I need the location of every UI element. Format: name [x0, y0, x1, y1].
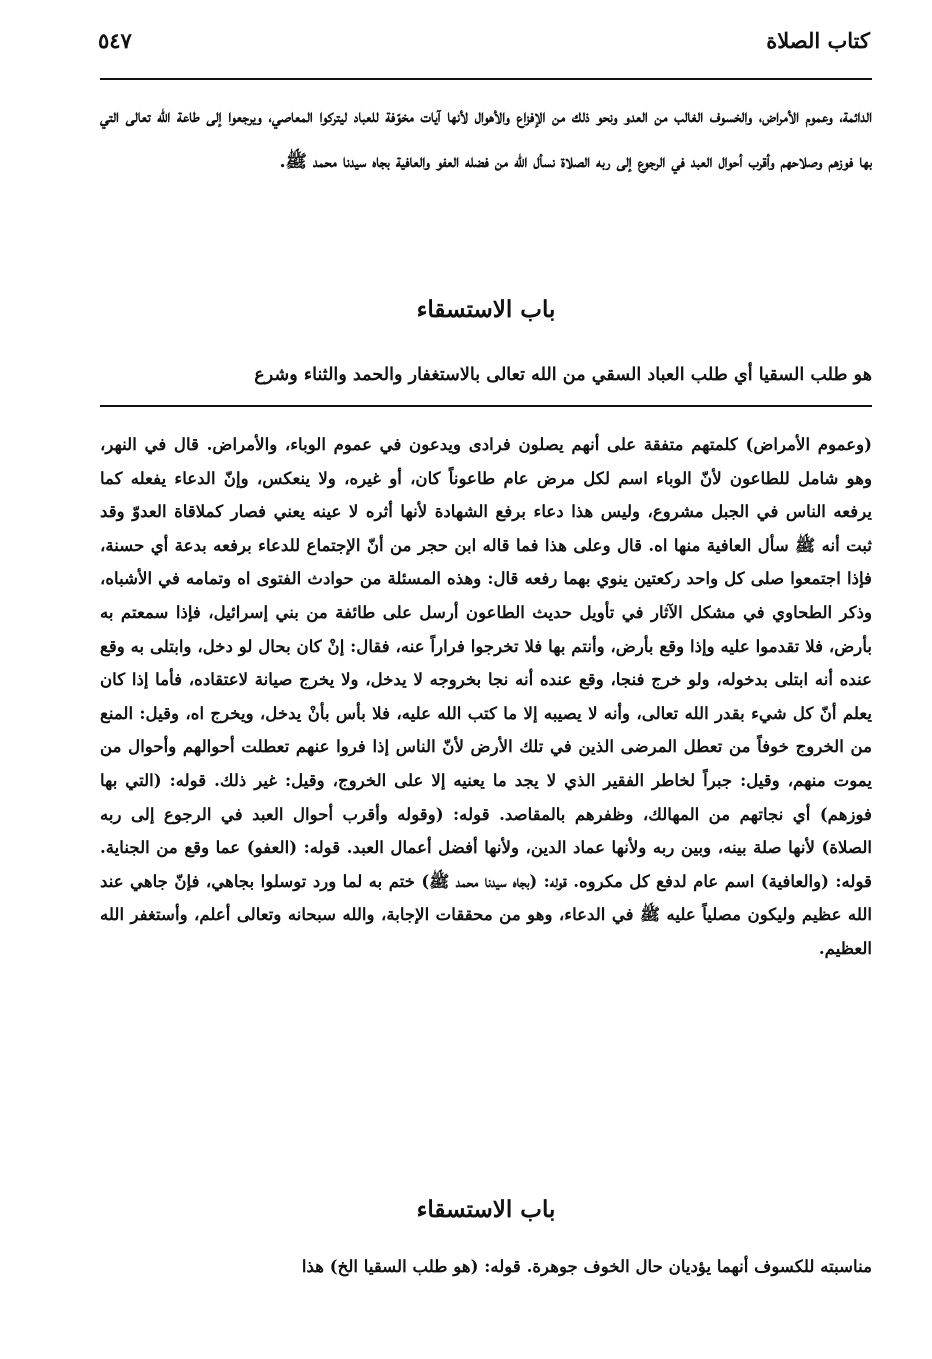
- commentary-lemma: قوله: (وقوله وأقرب أحوال العبد في الرجوع إلى ربه الصلاة): [100, 803, 872, 858]
- main-text: [100, 94, 872, 184]
- page-number: ٥٤٧: [98, 28, 132, 53]
- commentary-text: كلمتهم متفقة على أنهم يصلون فرادى ويدعون في عموم الوباء، والأمراض. قال في النهر، وهو شامل للطاعون لأنّ الوباء اسم لكل مرض عام طاعوناً كان، أو غيره، ولا ينعكس، وإنّ الدعاء يفعله كما يرفعه الناس في الجبل مشروع، وليس هذا دعاء برفع الشهادة لأنها أثره لا عينه يعني فصار كملاقاة العدوّ وقد ثبت أنه ﷺ سأل العافية منها اه. قال وعلى هذا فما قاله ابن حجر من أنّ الإجتماع للدعاء برفعه بدعة أي حسنة، فإذا اجتمعوا صلى كل واحد ركعتين ينوي بهما رفعه قال: وهذه المسئلة من حوادث الفتوى اه وتمامه في الأشباه، وذكر الطحاوي في مشكل الآثار في تأويل حديث الطاعون أرسل على طائفة من بني إسرائيل، فإذا سمعتم به بأرض، فلا تقدموا عليه وإذا وقع بأرض، وأنتم بها فلا تخرجوا فراراً عنه، فقال: إنْ كان بحال لو دخل، وابتلى به وقع عنده أنه ابتلى بدخوله، ولو خرج فنجا، وقع عنده أنه نجا بخروجه لا يدخل، ولا يخرج صيانة لاعتقاده، فأما إذا كان يعلم أنّ كل شيء بقدر الله تعالى، وأنه لا يصيبه إلا ما كتب الله عليه، فلا بأس بأنْ يدخل، ويخرج اه، وقيل: المنع من الخروج خوفاً من تعطل المرضى الذين في تلك الأرض لأنّ الناس إذا فروا عنهم تعطلت أحوالهم وأحوال من يموت منهم، وقيل: جبراً لخاطر الفقير الذي لا يجد ما يعنيه إلا على الخروج، وقيل: غير ذلك.: [100, 434, 872, 790]
- commentary-block: [100, 428, 872, 966]
- commentary-continuation: [100, 1250, 872, 1283]
- page-header: [98, 28, 870, 62]
- commentary-text: ختم به لما ورد توسلوا بجاهي، فإنّ جاهي عند الله عظيم وليكون مصلياً عليه ﷺ في الدعاء، وهو من محققات الإجابة، والله سبحانه وتعالى أعلم، وأستغفر الله العظيم.: [100, 870, 872, 958]
- definition-text: [100, 352, 872, 397]
- continuation-tail: هذا: [301, 1256, 330, 1276]
- continuation-lemma: قوله: (هو طلب السقيا الخ): [329, 1256, 521, 1276]
- running-title: كتاب الصلاة: [766, 28, 870, 53]
- commentary-lemma: (وعموم الأمراض): [745, 434, 872, 454]
- section-heading-commentary: باب الاستسقاء: [416, 1196, 556, 1223]
- continuation-text: مناسبته للكسوف أنهما يؤديان حال الخوف جوهرة.: [520, 1256, 872, 1276]
- continuation-paragraph: [100, 1250, 872, 1283]
- commentary-paragraph: [100, 428, 872, 966]
- commentary-text: أي نجاتهم من المهالك، وظفرهم بالمقاصد.: [489, 803, 820, 824]
- section-heading: باب الاستسقاء: [416, 296, 556, 323]
- main-paragraph: الدائمة، وعموم الأمراض، والخسوف الغالب من العدو ونحو ذلك من الإفزاع والأهوال لأنها آيات مخوّفة للعباد ليتركوا المعاصي، ويرجعوا إلى طاعة الله تعالى التي بها فوزهم وصلاحهم وأقرب أحوال العبد في الرجوع إلى ربه الصلاة نسأل الله من فضله العفو والعافية بجاه سيدنا محمد ﷺ.: [100, 106, 872, 172]
- commentary-lemma: قوله: (التي بها فوزهم): [100, 769, 872, 824]
- header-rule: [100, 78, 872, 80]
- commentary-text: اسم عام لدفع كل مكروه.: [566, 870, 761, 891]
- commentary-lemma: قوله: (بجاه سيدنا محمد ﷺ): [421, 870, 567, 891]
- commentary-lemma: قوله: (والعافية): [760, 870, 872, 891]
- commentary-text: عما وقع من الجناية.: [100, 837, 247, 858]
- footnote-separator: [100, 405, 872, 407]
- commentary-text: لأنها صلة بينه، وبين ربه ولأنها عماد الدين، ولأنها أفضل أعمال العبد.: [340, 837, 822, 858]
- commentary-lemma: قوله: (العفو): [246, 837, 341, 858]
- definition-paragraph: هو طلب السقيا أي طلب العباد السقي من الله تعالى بالاستغفار والحمد والثناء وشرع: [254, 364, 872, 385]
